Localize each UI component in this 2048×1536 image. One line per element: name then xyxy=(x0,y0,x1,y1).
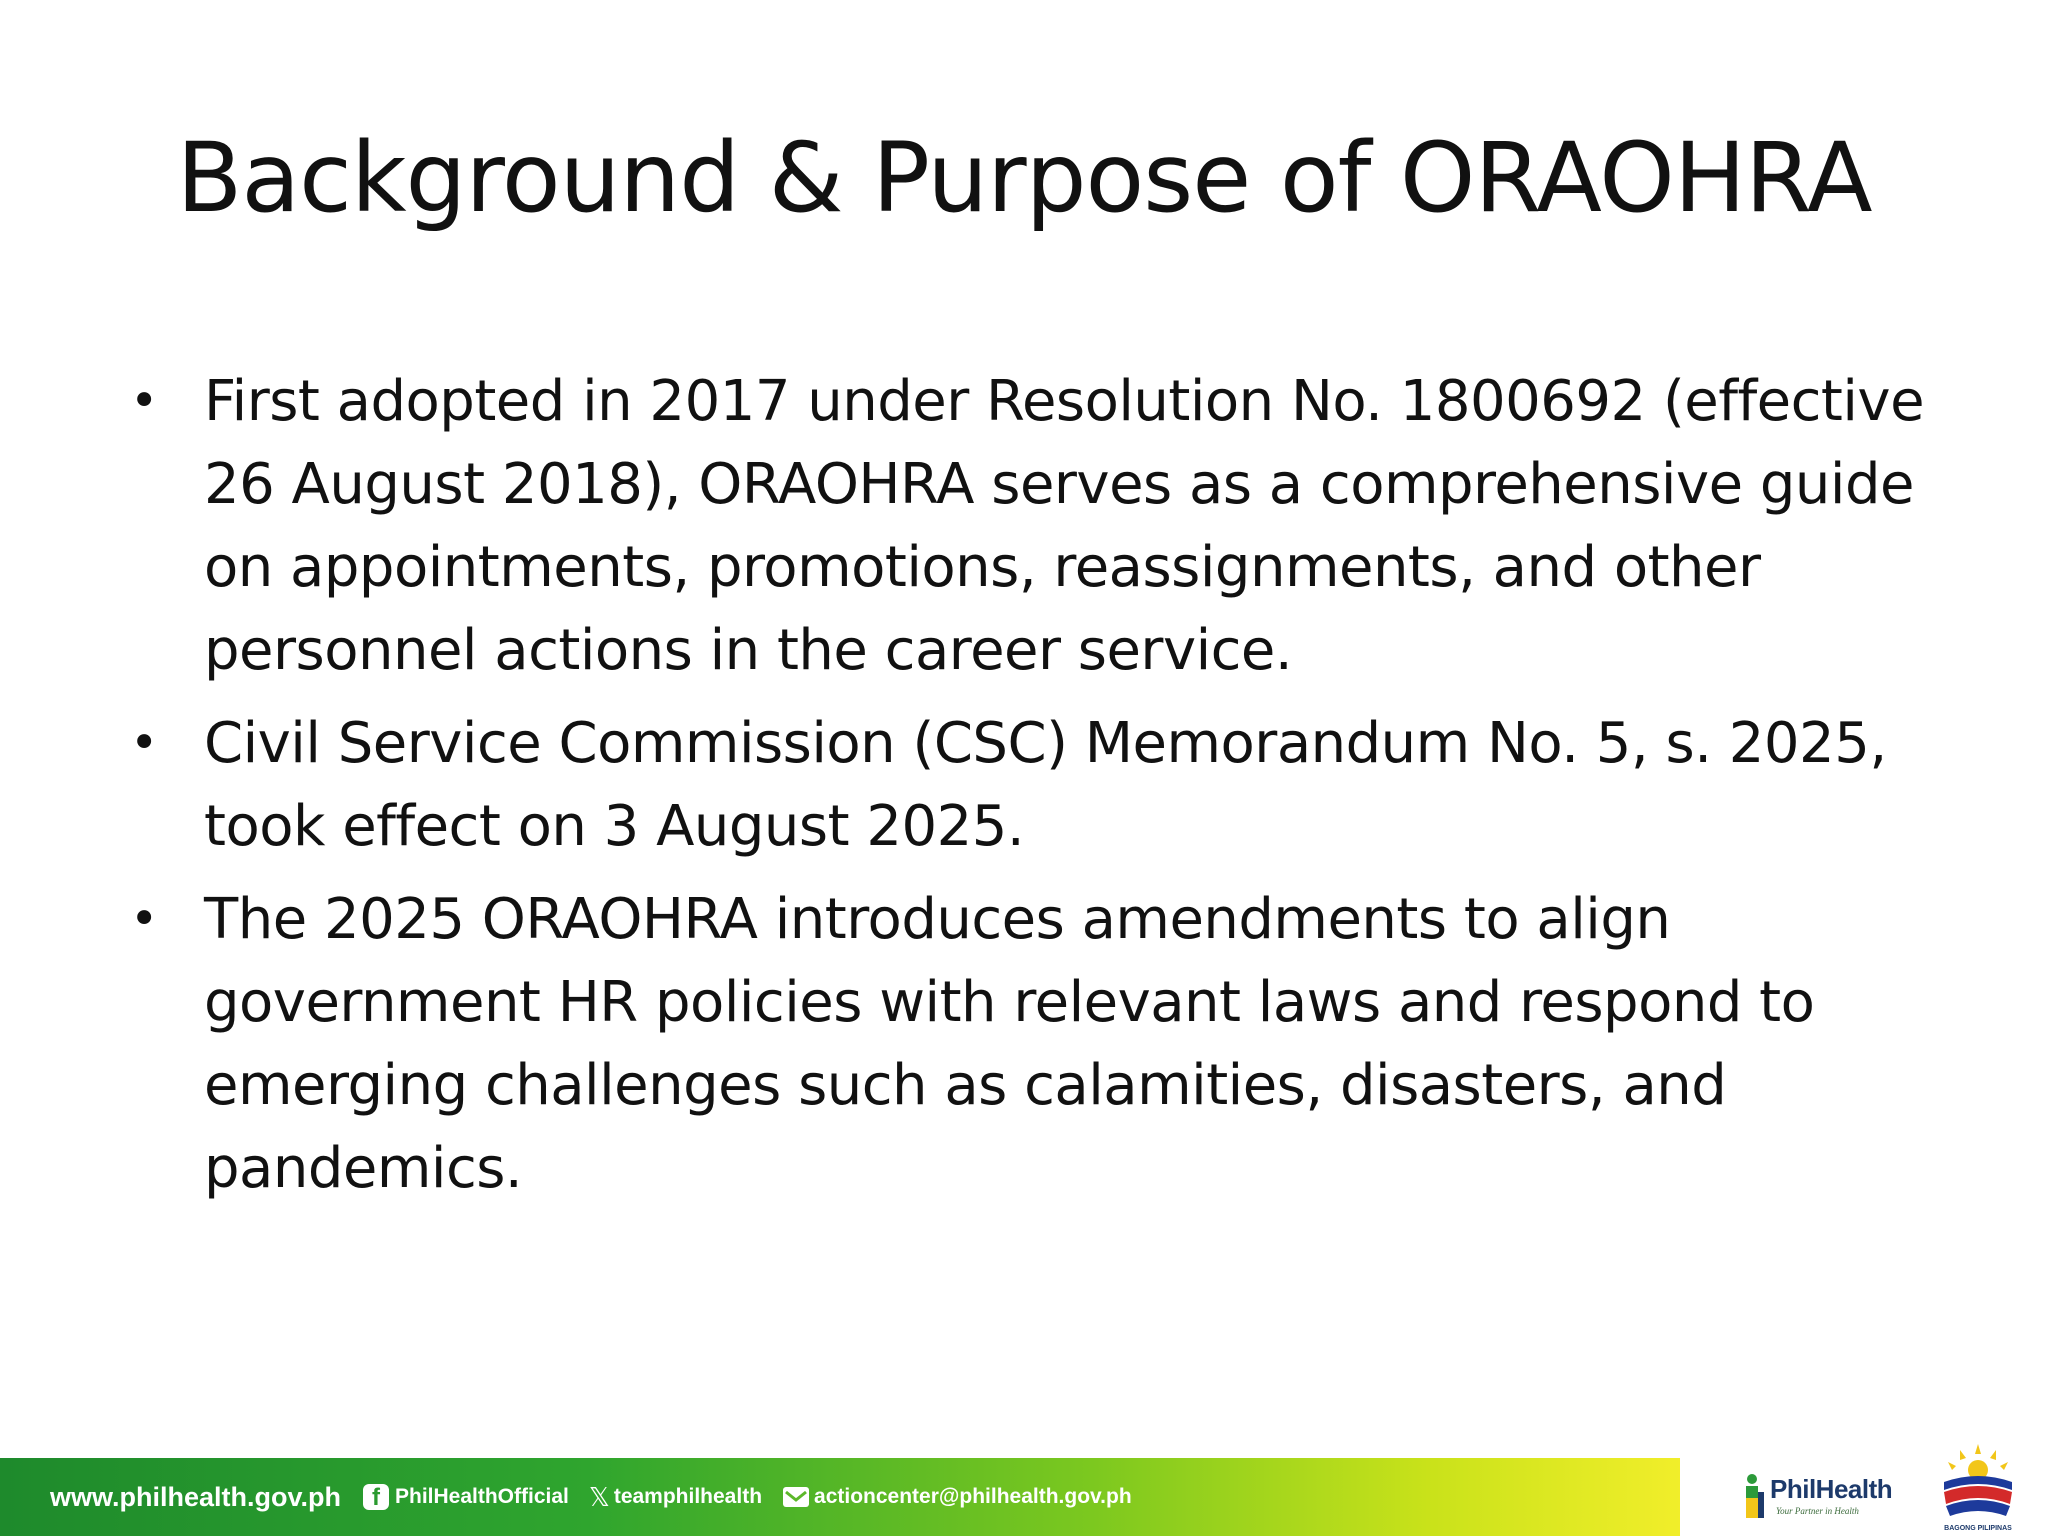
philhealth-logo-tagline: Your Partner in Health xyxy=(1776,1506,1859,1516)
bullet-marker: • xyxy=(130,373,158,429)
bullet-text: Civil Service Commission (CSC) Memorandum No. 5, s. 2025, took effect on 3 August 2025. xyxy=(204,711,1887,859)
philhealth-logo xyxy=(1740,1468,1910,1524)
footer-contact-band xyxy=(0,1458,1680,1536)
footer-facebook xyxy=(363,1484,569,1510)
bagong-pilipinas-seal-icon xyxy=(1930,1440,2026,1536)
footer xyxy=(0,1448,2048,1536)
bullet-text: First adopted in 2017 under Resolution No. 1800692 (effective 26 August 2018), ORAOHRA serves as a comprehensive guide on appointments, promotions, reassignments, and other personnel actions in the career service. xyxy=(204,369,1925,683)
footer-twitter xyxy=(589,1482,762,1513)
footer-logos xyxy=(1730,1448,2048,1536)
bullet-list xyxy=(122,360,1982,1220)
bullet-marker: • xyxy=(130,715,158,771)
svg-text:BAGONG PILIPINAS: BAGONG PILIPINAS xyxy=(1944,1525,2012,1532)
footer-website: www.philhealth.gov.ph xyxy=(50,1481,341,1512)
bullet-item xyxy=(122,360,1982,692)
facebook-icon: f xyxy=(363,1484,389,1510)
bullet-item xyxy=(122,878,1982,1210)
bullet-text: The 2025 ORAOHRA introduces amendments to align government HR policies with relevant laws and respond to emerging challenges such as calamities, disasters, and pandemics. xyxy=(204,887,1815,1201)
footer-facebook-handle: PhilHealthOfficial xyxy=(395,1485,569,1508)
slide-title: Background & Purpose of ORAOHRA xyxy=(176,122,1872,234)
mail-icon xyxy=(782,1486,810,1508)
footer-email-address: actioncenter@philhealth.gov.ph xyxy=(814,1485,1132,1508)
bullet-item xyxy=(122,702,1982,868)
footer-twitter-handle: teamphilhealth xyxy=(613,1485,763,1508)
footer-email xyxy=(782,1485,1132,1509)
philhealth-logo-name: PhilHealth xyxy=(1770,1474,1893,1504)
philhealth-mark-icon xyxy=(1740,1472,1770,1520)
bullet-marker: • xyxy=(130,891,158,947)
x-icon: 𝕏 xyxy=(588,1481,610,1512)
